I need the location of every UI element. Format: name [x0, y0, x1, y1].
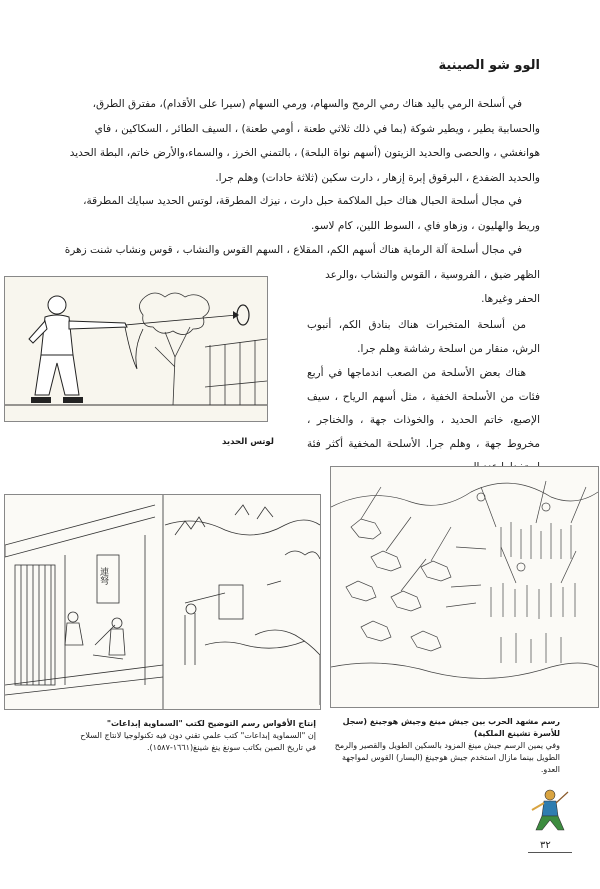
paragraph-archery-continued [307, 288, 540, 312]
paragraph-text: الحفر وغيرها. [481, 293, 540, 305]
paragraph-hidden-weapons [307, 362, 540, 480]
caption-title: إنتاج الأقواس رسم التوضيح لكتب "السماوية إبداعات" [106, 719, 316, 728]
warrior-icon [528, 786, 572, 834]
crossbow-making-caption [76, 718, 316, 754]
battle-scene-illustration [330, 466, 599, 708]
lotus-iron-illustration [4, 276, 268, 422]
caption-body: وفي يمين الرسم جيش مينغ المزود بالسكين الطويل والقصير والرمح الطويل بينما مازال استخدم جيش هوجينغ (اليسار) القوس لمواجهة العدو. [334, 741, 560, 774]
section-title: الوو شو الصينية [438, 58, 540, 73]
battle-scene-drawing [331, 467, 598, 707]
paragraph-rope-weapons [60, 189, 540, 238]
paragraph-text: في أسلحة الرمي باليد هناك رمي الرمح والسهام، ورمي السهام (سيرا على الأقدام)، مفترق الطرق، والحسابية يطير ، ويطير شوكة (بما في ذلك ثلاثي طعنة ، أومي طعنة) ، السيف الطائر ، السكاكين ، فاي هوانغشي ، والحصى والحديد الزيتون (أسهم نواة البلحة) ، بالتمني الخرز ، والسماء،والأرض خاتم، البطة الحديد والحديد الضفدع ، البرقوق إبرة إزهار ، دارت سكين (ثلاثة حادات) وهلم جرا. [69, 98, 540, 184]
page-number-rule [528, 852, 572, 853]
paragraph-text: هناك بعض الأسلحة من الصعب اندماجها في أربع فئات من الأسلحة الخفية ، مثل أسهم الرياح ، سيف الإصبع، خاتم الحديد ، والخوذات جهة ، والخناجر ، مخروط جهة ، وهلم جرا. الأسلحة المخفية أكثر فئة [307, 367, 540, 450]
paragraph-text: في مجال أسلحة الحبال هناك حبل الملاكمة حبل دارت ، نيزك المطرقة، لوتس الحديد سبايك المطرقة، وريط والهليون ، وزهاو فاي ، السوط اللين، كام لاسو. [83, 195, 540, 232]
caption-title: رسم مشهد الحرب بين جيش مينغ وجيش هوجينغ (سجل للأسرة تشينغ الملكية) [342, 717, 560, 738]
paragraph-text: في مجال أسلحة آلة الرماية هناك أسهم الكم، المقلاع ، السهم القوس والنشاب ، قوس ونشاب شنت زهرة الظهر ضيق ، الفروسية ، القوس والنشاب ،والرعد [64, 244, 540, 281]
caption-body: إن "السماوية إبداعات" كتب علمي تقني دون فيه تكنولوجيا لانتاج السلاح في تاريخ الصين بكاتب سونغ ينغ شينغ(١٦٦١-١٥٨٧). [80, 731, 316, 752]
page-number: ٣٢ [540, 840, 551, 851]
paragraph-text: من أسلحة المتخبرات هناك بنادق الكم، أنبوب الرش، منقار من اسلحة رشاشة وهلم جرا. [307, 319, 540, 355]
crossbow-sign-text: 連弩 [98, 567, 108, 585]
lotus-iron-caption: لوتس الحديد [222, 437, 274, 447]
crossbow-making-illustration [4, 494, 321, 710]
lotus-iron-drawing [5, 277, 267, 421]
crossbow-making-drawing [5, 495, 320, 709]
paragraph-throwing-weapons [60, 92, 540, 190]
battle-scene-caption [332, 716, 560, 776]
paragraph-explosive-weapons [307, 314, 540, 361]
